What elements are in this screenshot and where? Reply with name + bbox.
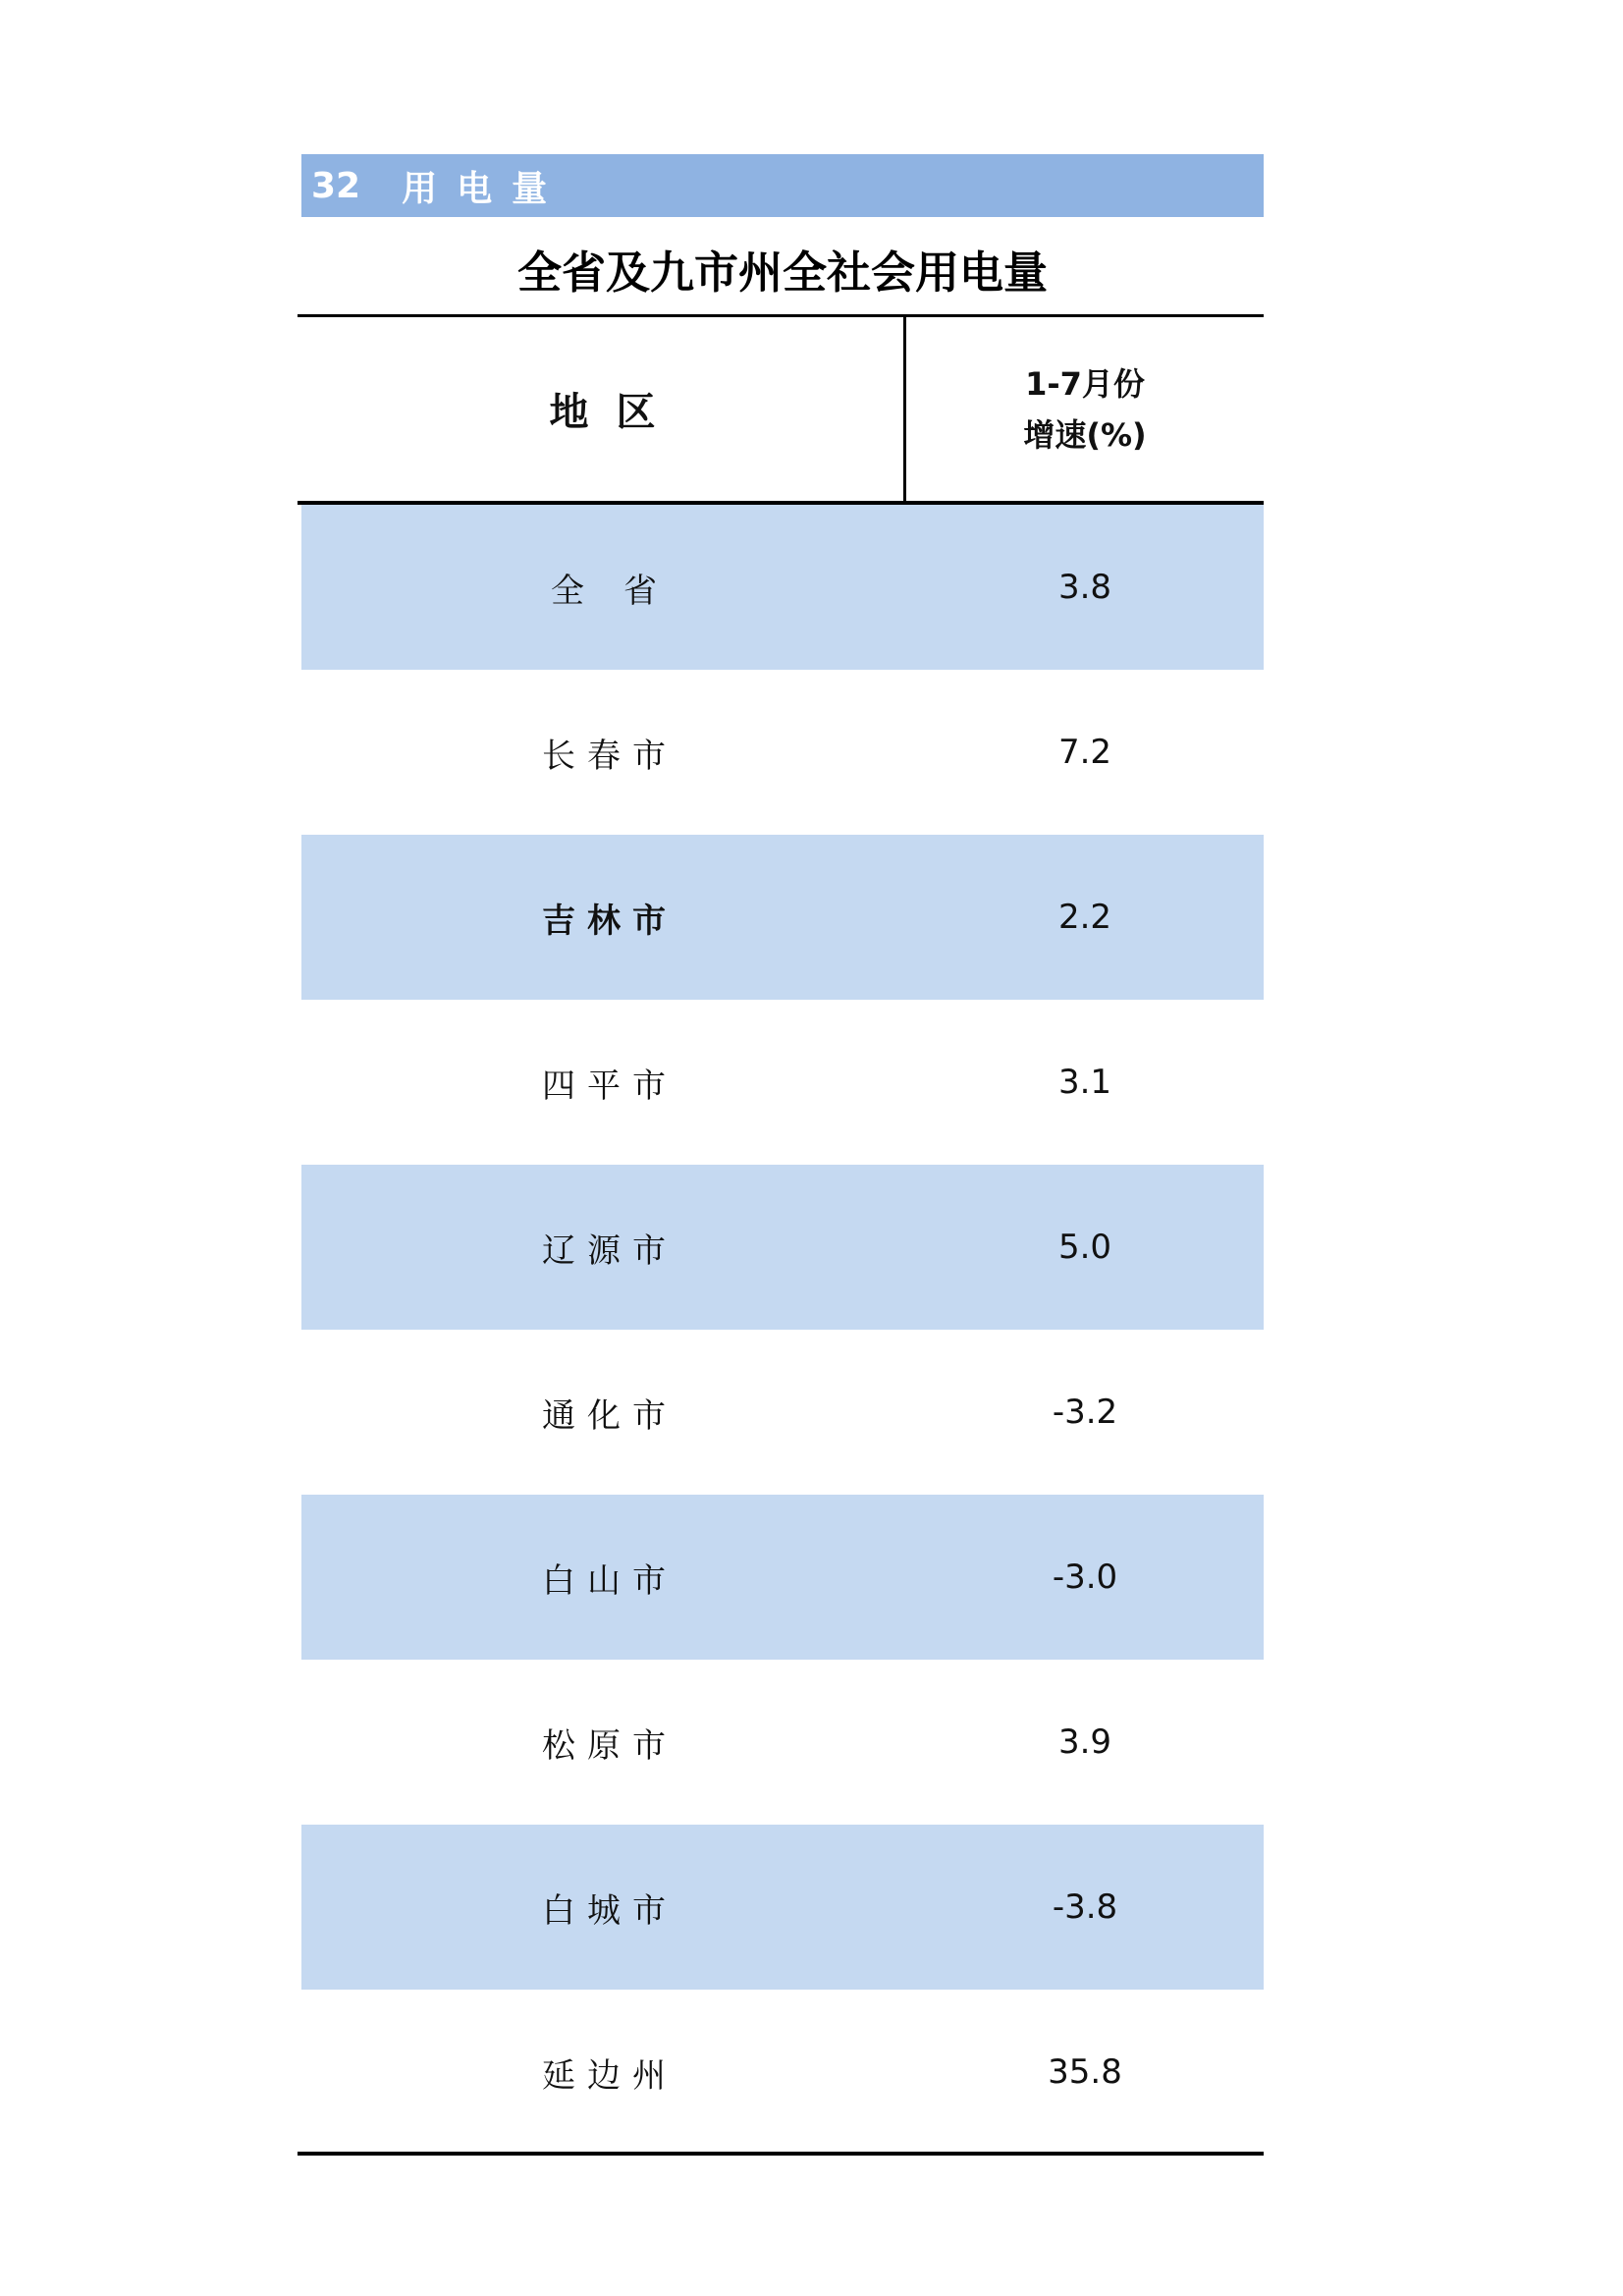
table-row: [301, 670, 1264, 835]
growth-value: -3.8: [1052, 1887, 1118, 1927]
region-name: 长春市: [542, 736, 677, 776]
region-name: 延边州: [542, 2055, 677, 2096]
table-row: [301, 1165, 1264, 1330]
region-name: 四平市: [542, 1066, 677, 1106]
region-column-header: 地区: [549, 390, 683, 435]
growth-value: -3.2: [1052, 1393, 1118, 1432]
table-title: 全省及九市州全社会用电量: [516, 246, 1048, 299]
table-bottom-rule: [298, 2152, 1264, 2156]
region-name: 通化市: [542, 1395, 677, 1436]
table-row: [301, 505, 1264, 670]
growth-value: 3.1: [1057, 1063, 1112, 1102]
section-banner: [301, 154, 1264, 217]
table-body: [301, 505, 1264, 2155]
table-row: [301, 1990, 1264, 2155]
growth-value: 7.2: [1057, 733, 1112, 772]
table-row: [301, 1330, 1264, 1495]
section-label: 用电量: [402, 168, 568, 209]
region-name: 白山市: [542, 1560, 677, 1601]
table-row: [301, 1660, 1264, 1825]
growth-value: 3.8: [1057, 568, 1112, 607]
region-name: 白城市: [542, 1890, 677, 1931]
table-row: [301, 835, 1264, 1000]
table-row: [301, 1495, 1264, 1660]
table-row: [301, 1000, 1264, 1165]
region-name: 松原市: [542, 1725, 677, 1766]
growth-value: 35.8: [1048, 2052, 1122, 2092]
growth-column-header: [906, 317, 1264, 501]
region-name: 辽源市: [542, 1230, 677, 1271]
growth-value: 2.2: [1057, 898, 1112, 937]
region-name: 吉林市: [542, 901, 677, 941]
section-number: 32: [311, 165, 361, 206]
table-row: [301, 1825, 1264, 1990]
growth-value: -3.0: [1052, 1558, 1118, 1597]
growth-header-unit: 增速(%): [1023, 415, 1147, 454]
growth-value: 5.0: [1057, 1228, 1112, 1267]
growth-header-period: 1-7月份: [1025, 364, 1145, 403]
growth-value: 3.9: [1057, 1722, 1112, 1762]
region-name: 全省: [551, 571, 696, 611]
